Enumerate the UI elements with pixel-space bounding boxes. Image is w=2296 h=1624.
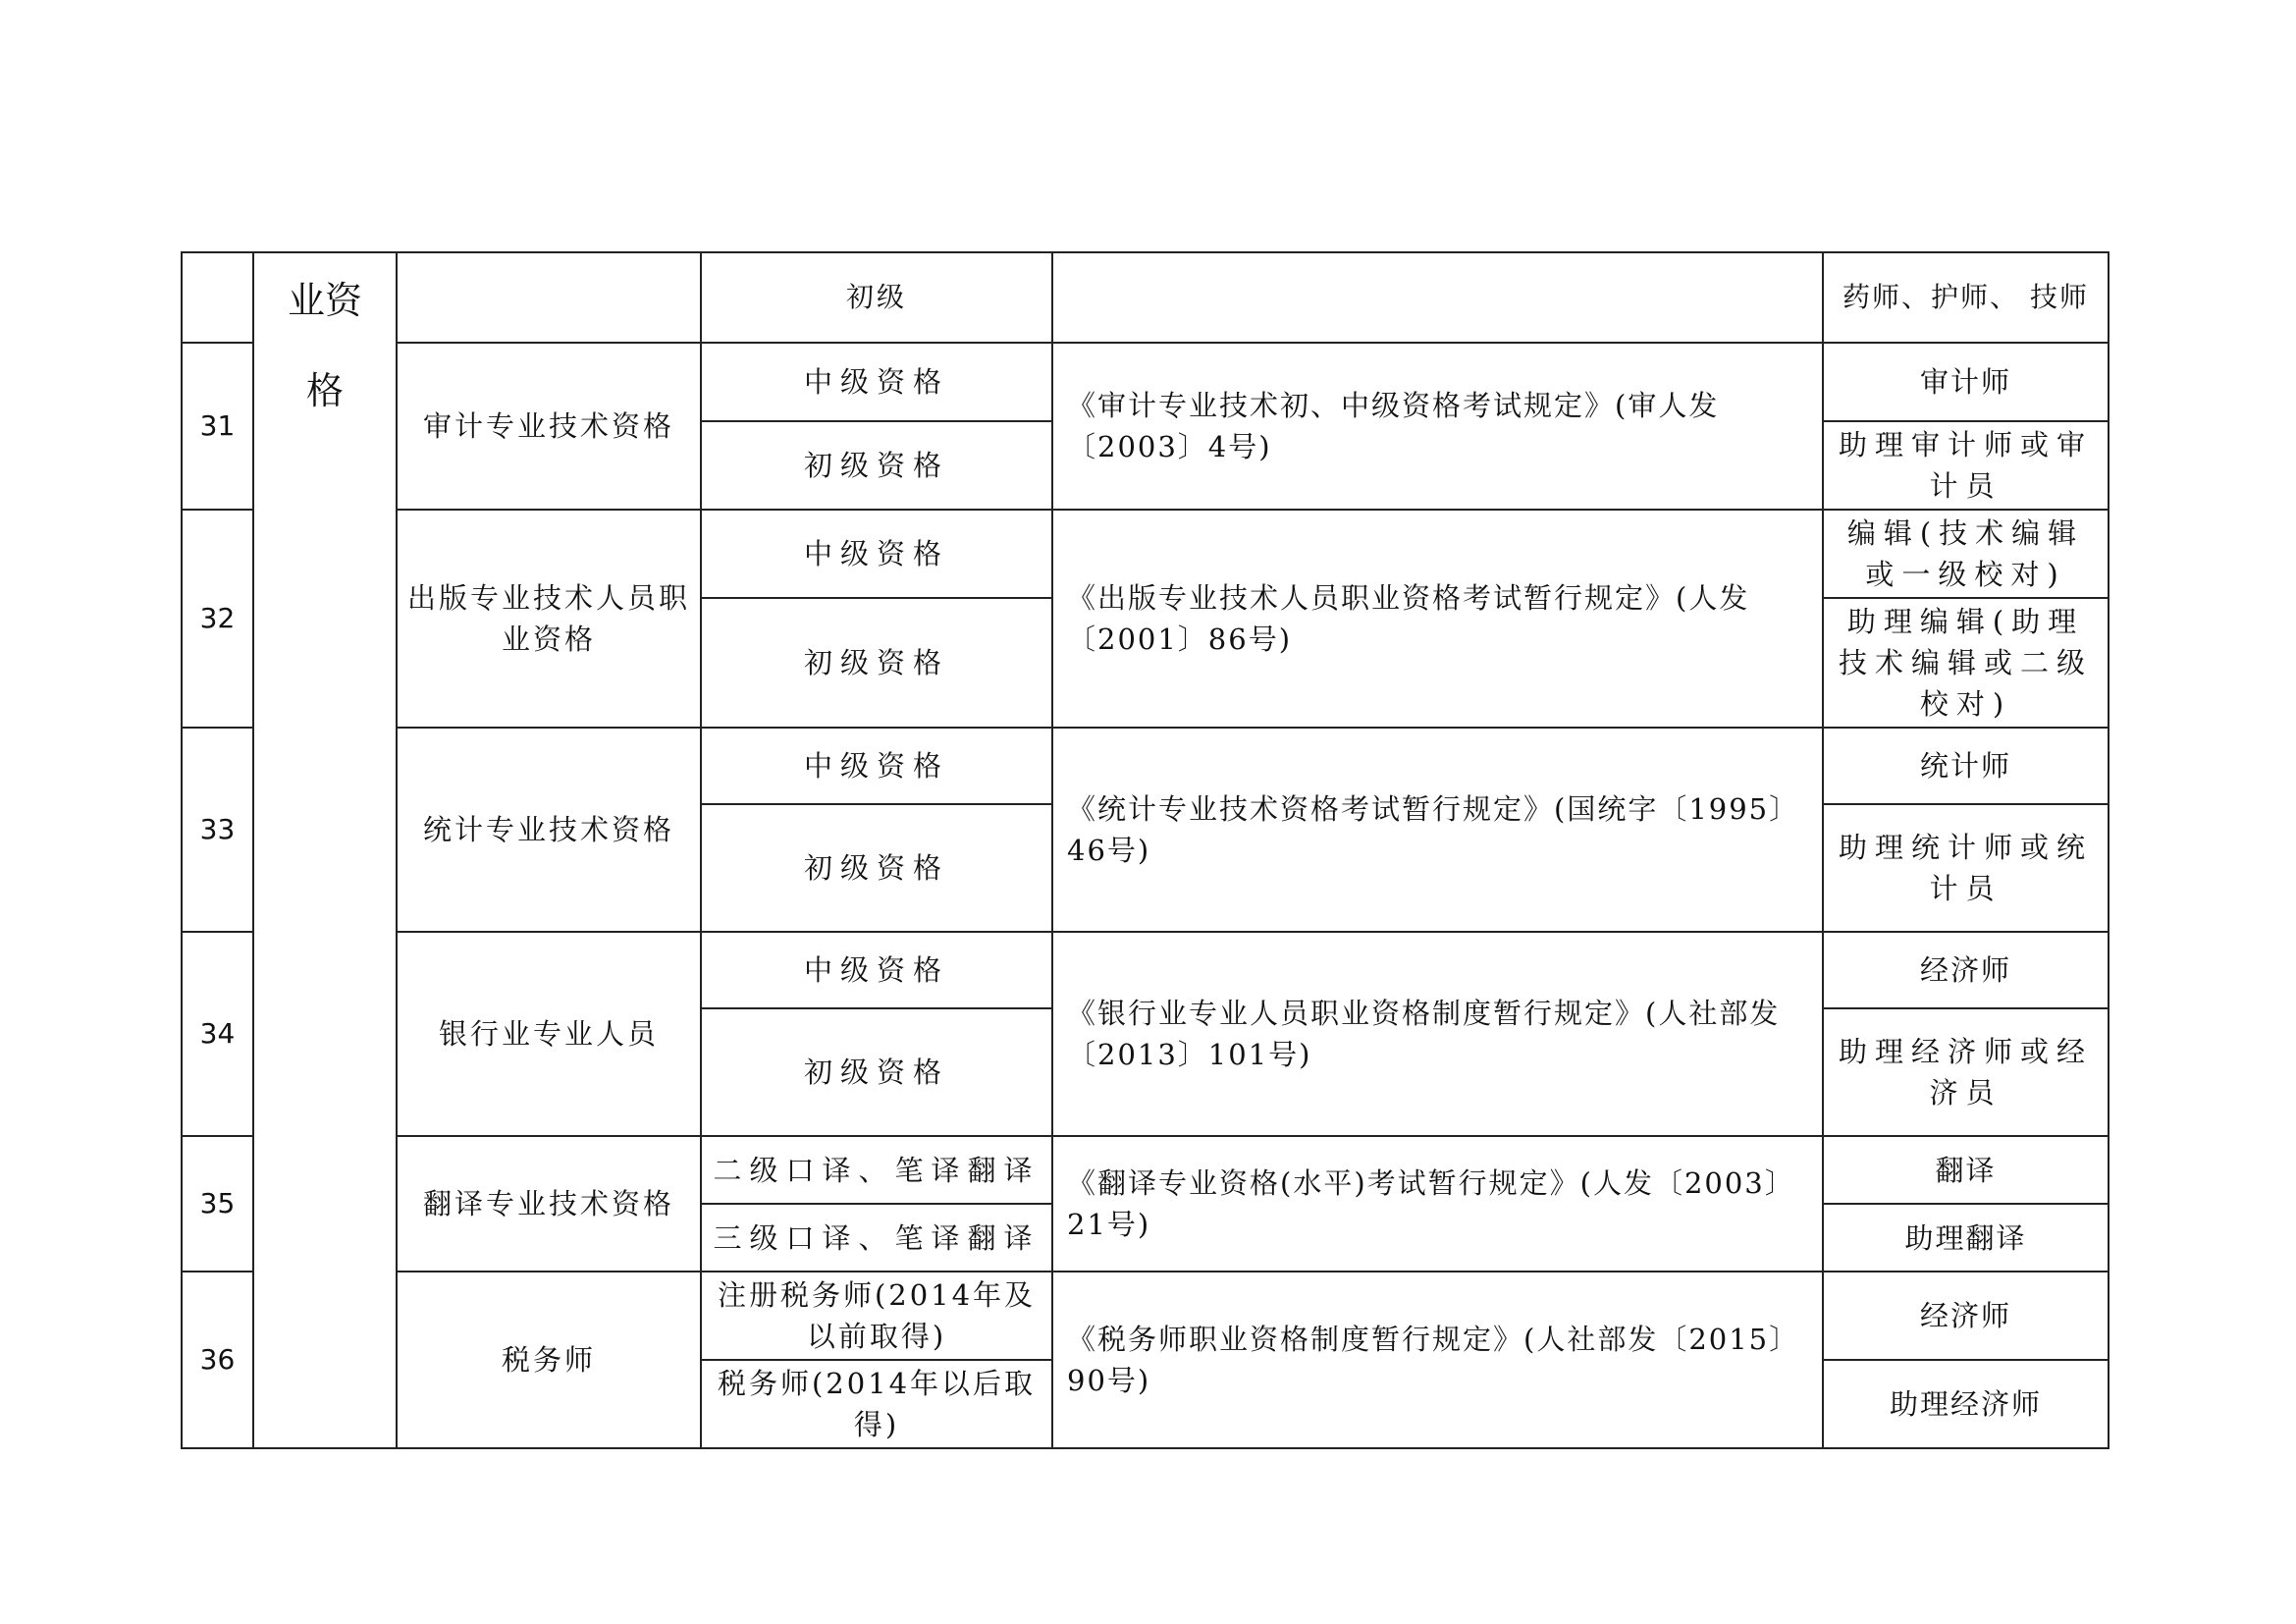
- title-cell: 助理经济师或经济员: [1823, 1008, 2109, 1136]
- regulation-cell: 《翻译专业资格(水平)考试暂行规定》(人发〔2003〕21号): [1052, 1136, 1823, 1272]
- level-cell: 中级资格: [701, 343, 1052, 421]
- level-cell: 三级口译、笔译翻译: [701, 1204, 1052, 1272]
- title-cell: 助理编辑(助理技术编辑或二级校对): [1823, 598, 2109, 728]
- title-cell: 药师、护师、 技师: [1823, 252, 2109, 343]
- qualification-name: 翻译专业技术资格: [397, 1136, 701, 1272]
- row-number: 34: [182, 932, 253, 1136]
- level-cell: 中级资格: [701, 728, 1052, 804]
- regulation-cell: 《银行业专业人员职业资格制度暂行规定》(人社部发〔2013〕101号): [1052, 932, 1823, 1136]
- qualification-table: [181, 251, 2109, 1449]
- row-number-cell: [182, 252, 253, 343]
- row-number: 32: [182, 510, 253, 728]
- table-row: [182, 1136, 2109, 1204]
- title-cell: 助理翻译: [1823, 1204, 2109, 1272]
- qualification-name: 银行业专业人员: [397, 932, 701, 1136]
- title-cell: 助理统计师或统计员: [1823, 804, 2109, 932]
- level-cell: 中级资格: [701, 932, 1052, 1008]
- table-row: [182, 728, 2109, 804]
- qualification-name: 审计专业技术资格: [397, 343, 701, 510]
- title-cell: 助理经济师: [1823, 1360, 2109, 1448]
- table-row: [182, 343, 2109, 421]
- category-cell: [253, 252, 397, 1448]
- level-cell: 初级资格: [701, 598, 1052, 728]
- level-cell: 初级资格: [701, 421, 1052, 510]
- title-cell: 经济师: [1823, 1272, 2109, 1360]
- level-cell: 二级口译、笔译翻译: [701, 1136, 1052, 1204]
- qualification-name: 税务师: [397, 1272, 701, 1448]
- level-cell: 初级资格: [701, 804, 1052, 932]
- level-cell: 初级: [701, 252, 1052, 343]
- title-cell: 翻译: [1823, 1136, 2109, 1204]
- qualification-name: 统计专业技术资格: [397, 728, 701, 932]
- title-cell: 编辑(技术编辑或一级校对): [1823, 510, 2109, 598]
- level-cell: 中级资格: [701, 510, 1052, 598]
- title-cell: 统计师: [1823, 728, 2109, 804]
- level-cell: 税务师(2014年以后取得): [701, 1360, 1052, 1448]
- row-number: 36: [182, 1272, 253, 1448]
- table-row: [182, 510, 2109, 598]
- table-row: [182, 932, 2109, 1008]
- level-cell: 初级资格: [701, 1008, 1052, 1136]
- regulation-cell: 《出版专业技术人员职业资格考试暂行规定》(人发〔2001〕86号): [1052, 510, 1823, 728]
- level-cell: 注册税务师(2014年及以前取得): [701, 1272, 1052, 1360]
- table-row-continuation: [182, 252, 2109, 343]
- regulation-cell: 《统计专业技术资格考试暂行规定》(国统字〔1995〕46号): [1052, 728, 1823, 932]
- category-label-line1: 业资: [287, 279, 362, 322]
- regulation-cell: 《审计专业技术初、中级资格考试规定》(审人发〔2003〕4号): [1052, 343, 1823, 510]
- qualification-name-cell: [397, 252, 701, 343]
- title-cell: 审计师: [1823, 343, 2109, 421]
- regulation-cell: 《税务师职业资格制度暂行规定》(人社部发〔2015〕90号): [1052, 1272, 1823, 1448]
- qualification-name: 出版专业技术人员职业资格: [397, 510, 701, 728]
- title-cell: 经济师: [1823, 932, 2109, 1008]
- row-number: 33: [182, 728, 253, 932]
- table-row: [182, 1272, 2109, 1360]
- title-cell: 助理审计师或审计员: [1823, 421, 2109, 510]
- row-number: 31: [182, 343, 253, 510]
- regulation-cell: [1052, 252, 1823, 343]
- category-label-line2: 格: [305, 369, 344, 412]
- row-number: 35: [182, 1136, 253, 1272]
